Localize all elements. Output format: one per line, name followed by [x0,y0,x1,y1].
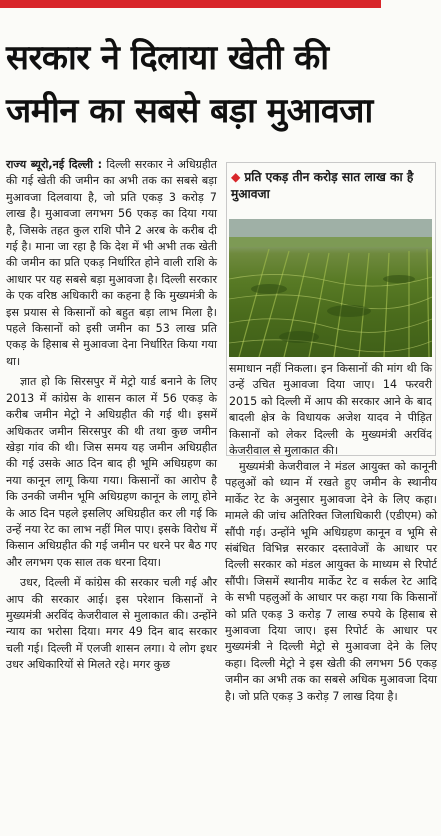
top-red-rule [0,0,441,8]
article-paragraph [6,157,217,370]
paragraph-text: दिल्ली सरकार ने अधिग्रहीत की गई खेती की जमीन का अभी तक का सबसे बड़ा मुआवजा दिलवाया है, जो प्रति एकड़ 3 करोड़ 7 लाख है। मुआवजा लगभग 56 एकड़ का दिया गया है, जिसके तहत कुल राशि पौने 2 अरब के करीब दी गई है। माना जा रहा है कि देश में भी अभी तक खेती की जमीन का प्रति एकड़ निर्धारित होने वाली राशि के आधार पर यह सबसे बड़ा मुआवजा है। दिल्ली सरकार के एक वरिष्ठ अधिकारी का कहना है कि मुख्यमंत्री के इस प्रयास से किसानों को बहुत बड़ा लाभ मिला है। पहले किसानों को इसी जमीन का 53 लाख प्रति एकड़ के हिसाब से मुआवजा देना निर्धारित किया गया था। [6,158,218,368]
headline [6,32,436,138]
field-photo-drawing [229,219,432,357]
caption-text: प्रति एकड़ तीन करोड़ सात लाख का है मुआवजा [231,170,414,201]
headline-line-1: सरकार ने दिलाया खेती की [6,38,329,78]
photo-box [226,162,436,456]
dateline: राज्य ब्यूरो,नई दिल्ली : [6,158,103,171]
headline-line-2: जमीन का सबसे बड़ा मुआवजा [6,91,373,131]
bullet-icon: ◆ [231,170,241,184]
continued-paragraph: समाधान नहीं निकला। इन किसानों की मांग थी कि उन्हें उचित मुआवजा दिया जाए। 14 फरवरी 2015 को दिल्ली में आप की सरकार आने के बाद बादली क्षेत्र के विधायक अजेश यादव ने पीड़ित किसानों को लेकर दिल्ली के मुख्यमंत्री अरविंद केजरीवाल से मुलाकात की। [229,362,432,458]
photo-caption [231,169,427,213]
field-photo [229,219,432,357]
article-paragraph: ज्ञात हो कि सिरसपुर में मेट्रो यार्ड बनाने के लिए 2013 में कांग्रेस के शासन काल में 56 एकड़ के करीब जमीन मेट्रो ने अधिग्रहीत की गई थी। इसमें अधिकतर जमीन सिरसपुर की थी तथा कुछ जमीन खेड़ा गांव की थी। जिस समय यह जमीन अधिग्रहीत की गई उसके आठ दिन बाद ही भूमि अधिग्रहण का नया कानून लागू किया गया। किसानों का आरोप है कि उनकी जमीन भूमि अधिग्रहण कानून के लागू होने के आठ दिन पहले इसलिए अधिग्रहीत कर ली गई कि उन्हें नया रेट का लाभ नहीं मिल पाए। इसके विरोध में किसान अधिग्रहीत की गई जमीन पर धरने पर बैठ गए और लगभग एक साल तक धरना दिया। [6,375,217,569]
article-paragraph: उधर, दिल्ली में कांग्रेस की सरकार चली गई और आप की सरकार आई। इस परेशान किसानों ने मुख्यमंत्री अरविंद केजरीवाल से मुलाकात की। उन्होंने न्याय का भरोसा दिया। मगर 49 दिन बाद सरकार चली गई। दिल्ली में एलजी शासन लगा। ये लोग इधर उधर अधिकारियों से मिलते रहे। मगर कुछ [6,576,217,672]
article-left-column [6,157,217,674]
article-paragraph: मुख्यमंत्री केजरीवाल ने मंडल आयुक्त को कानूनी पहलुओं को ध्यान में रखते हुए जमीन के स्थानीय मार्केट रेट के अनुसार मुआवजा देने के लिए कहा। मामले की जांच अतिरिक्त जिलाधिकारी (एडीएम) को सौंपी गई। उन्होंने भूमि अधिग्रहण कानून व भूमि से संबंधित विभिन्न सरकार दस्तावेजों के आधार पर दिल्ली सरकार को मंडल आयुक्त के माध्यम से रिपोर्ट सौंपी। जिसमें स्थानीय मार्केट रेट व सर्कल रेट आदि के सभी पहलुओं के आधार पर कहा गया कि किसानों को प्रति एकड़ 3 करोड़ 7 लाख रुपये के हिसाब से मुआवजा दिया जाए। इस रिपोर्ट के आधार पर मुख्यमंत्री ने दिल्ली मेट्रो से मुआवजा देने के लिए कहा। दिल्ली मेट्रो ने इस खेती की लगभग 56 एकड़ जमीन का अभी तक का सबसे अधिक मुआवजा दिया है। जो प्रति एकड़ 3 करोड़ 7 लाख दिया है। [225,460,437,703]
article-right-column [225,459,437,705]
